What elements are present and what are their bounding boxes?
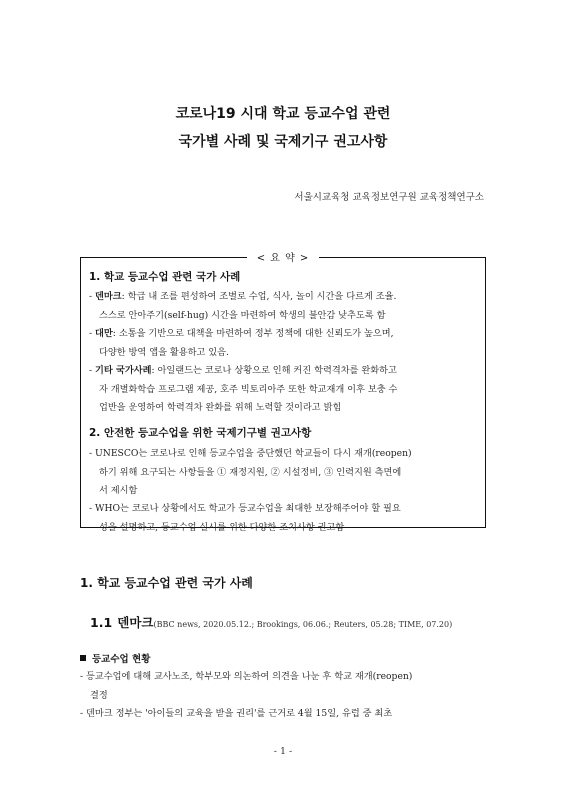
item-lead: 대만 [95,328,113,339]
item-text-cont: 서 제시함 [99,485,138,496]
author-organization: 서울시교육청 교육정보연구원 교육정책연구소 [294,192,484,203]
item-text-cont: 다양한 방역 앱을 활용하고 있음. [99,346,229,358]
summary-item-others: - 기타 국가사례: 아일랜드는 코로나 상황으로 인해 커진 학력격차를 완화하고 자 개별화학습 프로그램 제공, 호주 빅토리아주 또한 학교재개 이후 보충 수 업반을 운영하여 학력격차 완화를 위해 노력할 것이라고 밝힘 [89,362,481,418]
item-lead: 덴마크 [95,291,122,302]
body-item: - 등교수업에 대해 교사노조, 학부모와 의논하여 의견을 나눈 후 학교 재개(reopen) 결정 [80,668,486,705]
bullet-heading [80,651,150,665]
item-text-cont: 하기 위해 요구되는 사항들을 ① 재정지원, ② 시설정비, ③ 인력지원 측면에 [99,466,402,478]
subsection-heading [90,612,452,631]
summary-label: < 요 약 > [247,249,319,264]
document-title-line1: 코로나19 시대 학교 등교수업 관련 [175,106,391,122]
item-lead: 기타 국가사례 [95,365,152,376]
body-item-text: 등교수업에 대해 교사노조, 학부모와 의논하여 의견을 나눈 후 학교 재개(reopen) [86,671,413,682]
summary-item-taiwan: - 대만: 소통을 기반으로 대책을 마련하여 정부 정책에 대한 신뢰도가 높으며, 다양한 방역 앱을 활용하고 있음. [89,325,481,362]
summary-item-who: - WHO는 코로나 상황에서도 학교가 등교수업을 최대한 보장해주어야 할 필요 성을 설명하고, 등교수업 실시를 위한 다양한 조치사항 권고함 [89,500,481,537]
body-item: - 덴마크 정부는 '아이들의 교육을 받을 권리'를 근거로 4월 15일, 유럽 중 최초 [80,708,393,719]
item-text-cont: 자 개별화학습 프로그램 제공, 호주 빅토리아주 또한 학교재개 이후 보충 수 [99,383,398,395]
summary-section1-heading: 1. 학교 등교수업 관련 국가 사례 [89,271,241,283]
document-title-line2: 국가별 사례 및 국제기구 권고사항 [178,134,388,150]
square-bullet-icon [80,655,86,661]
item-text-cont: 업반을 운영하여 학력격차 완화를 위해 노력할 것이라고 밝힘 [99,402,342,413]
item-text: : 소통을 기반으로 대책을 마련하여 정부 정책에 대한 신뢰도가 높으며, [112,328,394,339]
item-text: WHO는 코로나 상황에서도 학교가 등교수업을 최대한 보장해주어야 할 필요 [95,503,401,514]
subsection-sources: (BBC news, 2020.05.12.; Brookings, 06.06.; Reuters, 05.28; TIME, 07.20) [153,620,453,629]
item-text-cont: 스스로 안아주기(self-hug) 시간을 마련하여 학생의 불안감 낮추도록 함 [99,309,386,321]
item-text: : 아일랜드는 코로나 상황으로 인해 커진 학력격차를 완화하고 [151,365,397,376]
summary-item-unesco: - UNESCO는 코로나로 인해 등교수업을 중단했던 학교들이 다시 재개(reopen) 하기 위해 요구되는 사항들을 ① 재정지원, ② 시설정비, ③ 인력지원 측면에 서 제시함 [89,445,481,501]
summary-item-denmark: - 덴마크: 학급 내 조를 편성하여 조별로 수업, 식사, 놀이 시간을 다르게 조율. 스스로 안아주기(self-hug) 시간을 마련하여 학생의 불안감 낮추도록 함 [89,288,481,325]
summary-section2-heading: 2. 안전한 등교수업을 위한 국제기구별 권고사항 [89,427,312,439]
subsection-number: 1.1 [90,615,113,630]
section-heading: 1. 학교 등교수업 관련 국가 사례 [80,576,253,590]
subsection-title: 덴마크 [117,615,154,630]
bullet-heading-text: 등교수업 현황 [92,654,151,665]
item-text: : 학급 내 조를 편성하여 조별로 수업, 식사, 놀이 시간을 다르게 조율. [121,291,397,302]
item-text: UNESCO는 코로나로 인해 등교수업을 중단했던 학교들이 다시 재개(reopen) [95,448,412,459]
body-item-text: 덴마크 정부는 '아이들의 교육을 받을 권리'를 근거로 4월 15일, 유럽 중 최초 [86,708,393,719]
body-item-text-cont: 결정 [90,689,108,701]
page-number: - 1 - [273,746,293,757]
item-text-cont: 성을 설명하고, 등교수업 실시를 위한 다양한 조치사항 권고함 [99,521,345,533]
